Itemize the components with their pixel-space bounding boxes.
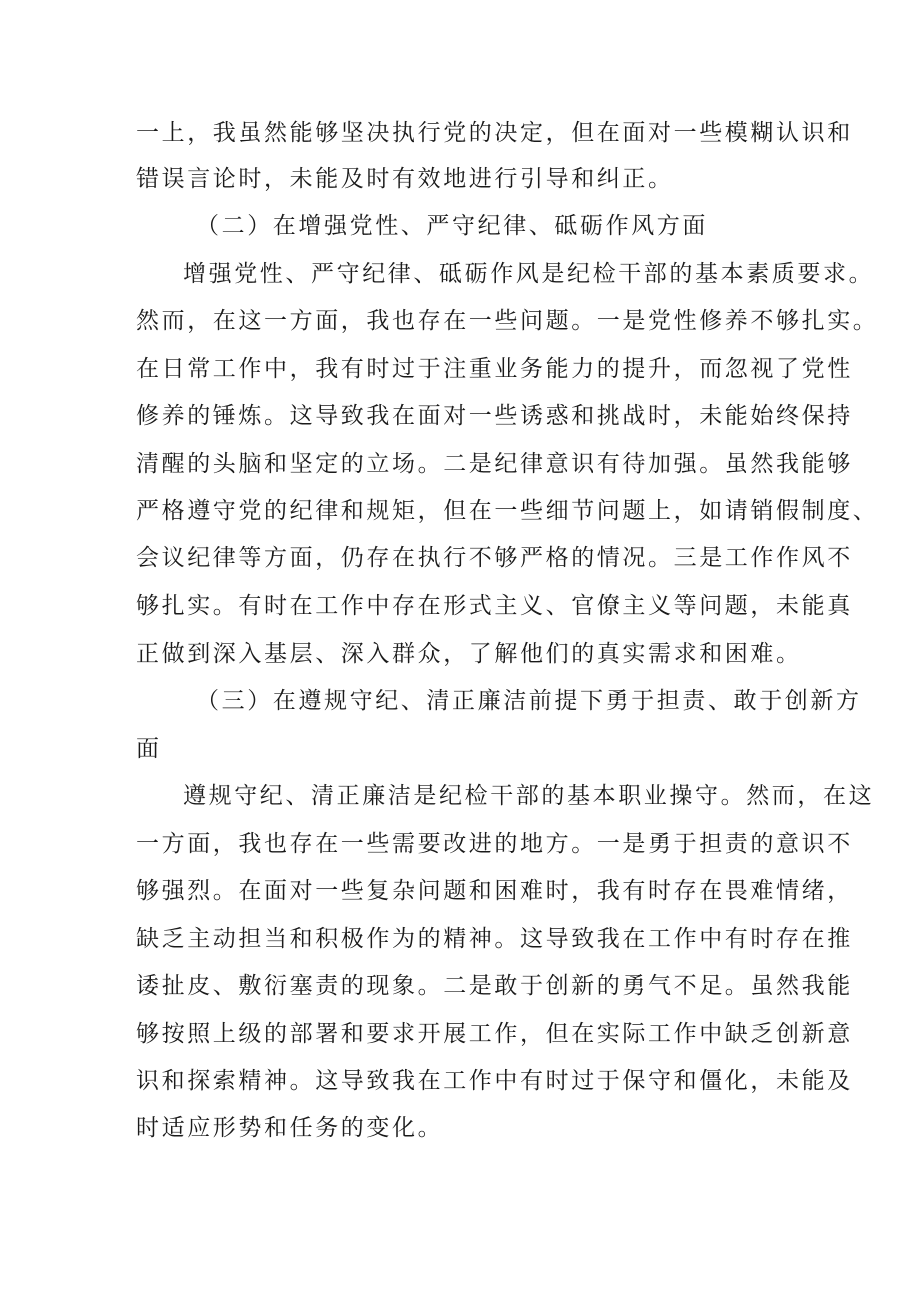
text-line: 在日常工作中，我有时过于注重业务能力的提升，而忽视了党性 xyxy=(136,356,853,382)
text-line: 够强烈。在面对一些复杂问题和困难时，我有时存在畏难情绪， xyxy=(136,878,853,904)
text-line: 缺乏主动担当和积极作为的精神。这导致我在工作中有时存在推 xyxy=(136,926,853,952)
text-line: 错误言论时，未能及时有效地进行引导和纠正。 xyxy=(136,166,674,192)
text-line: 够扎实。有时在工作中存在形式主义、官僚主义等问题，未能真 xyxy=(136,593,853,619)
section-heading: （二）在增强党性、严守纪律、砥砺作风方面 xyxy=(196,213,708,239)
text-line: 够按照上级的部署和要求开展工作，但在实际工作中缺乏创新意 xyxy=(136,1021,853,1047)
text-line: 增强党性、严守纪律、砥砺作风是纪检干部的基本素质要求。 xyxy=(183,261,875,287)
text-line: 遵规守纪、清正廉洁是纪检干部的基本职业操守。然而，在这 xyxy=(183,783,875,809)
text-line: 会议纪律等方面，仍存在执行不够严格的情况。三是工作作风不 xyxy=(136,545,853,571)
section-heading-continued: 面 xyxy=(136,736,162,762)
text-line: 正做到深入基层、深入群众，了解他们的真实需求和困难。 xyxy=(136,641,802,667)
text-line: 识和探索精神。这导致我在工作中有时过于保守和僵化，未能及 xyxy=(136,1068,853,1094)
text-line: 然而，在这一方面，我也存在一些问题。一是党性修养不够扎实。 xyxy=(136,308,879,334)
text-line: 清醒的头脑和坚定的立场。二是纪律意识有待加强。虽然我能够 xyxy=(136,451,853,477)
text-line: 时适应形势和任务的变化。 xyxy=(136,1115,444,1141)
text-line: 一方面，我也存在一些需要改进的地方。一是勇于担责的意识不 xyxy=(136,831,853,857)
text-line: 修养的锤炼。这导致我在面对一些诱惑和挑战时，未能始终保持 xyxy=(136,403,853,429)
text-line: 一上，我虽然能够坚决执行党的决定，但在面对一些模糊认识和 xyxy=(136,120,853,146)
text-line: 诿扯皮、敷衍塞责的现象。二是敢于创新的勇气不足。虽然我能 xyxy=(136,973,853,999)
text-line: 严格遵守党的纪律和规矩，但在一些细节问题上，如请销假制度、 xyxy=(136,498,879,524)
section-heading: （三）在遵规守纪、清正廉洁前提下勇于担责、敢于创新方 xyxy=(196,688,862,714)
